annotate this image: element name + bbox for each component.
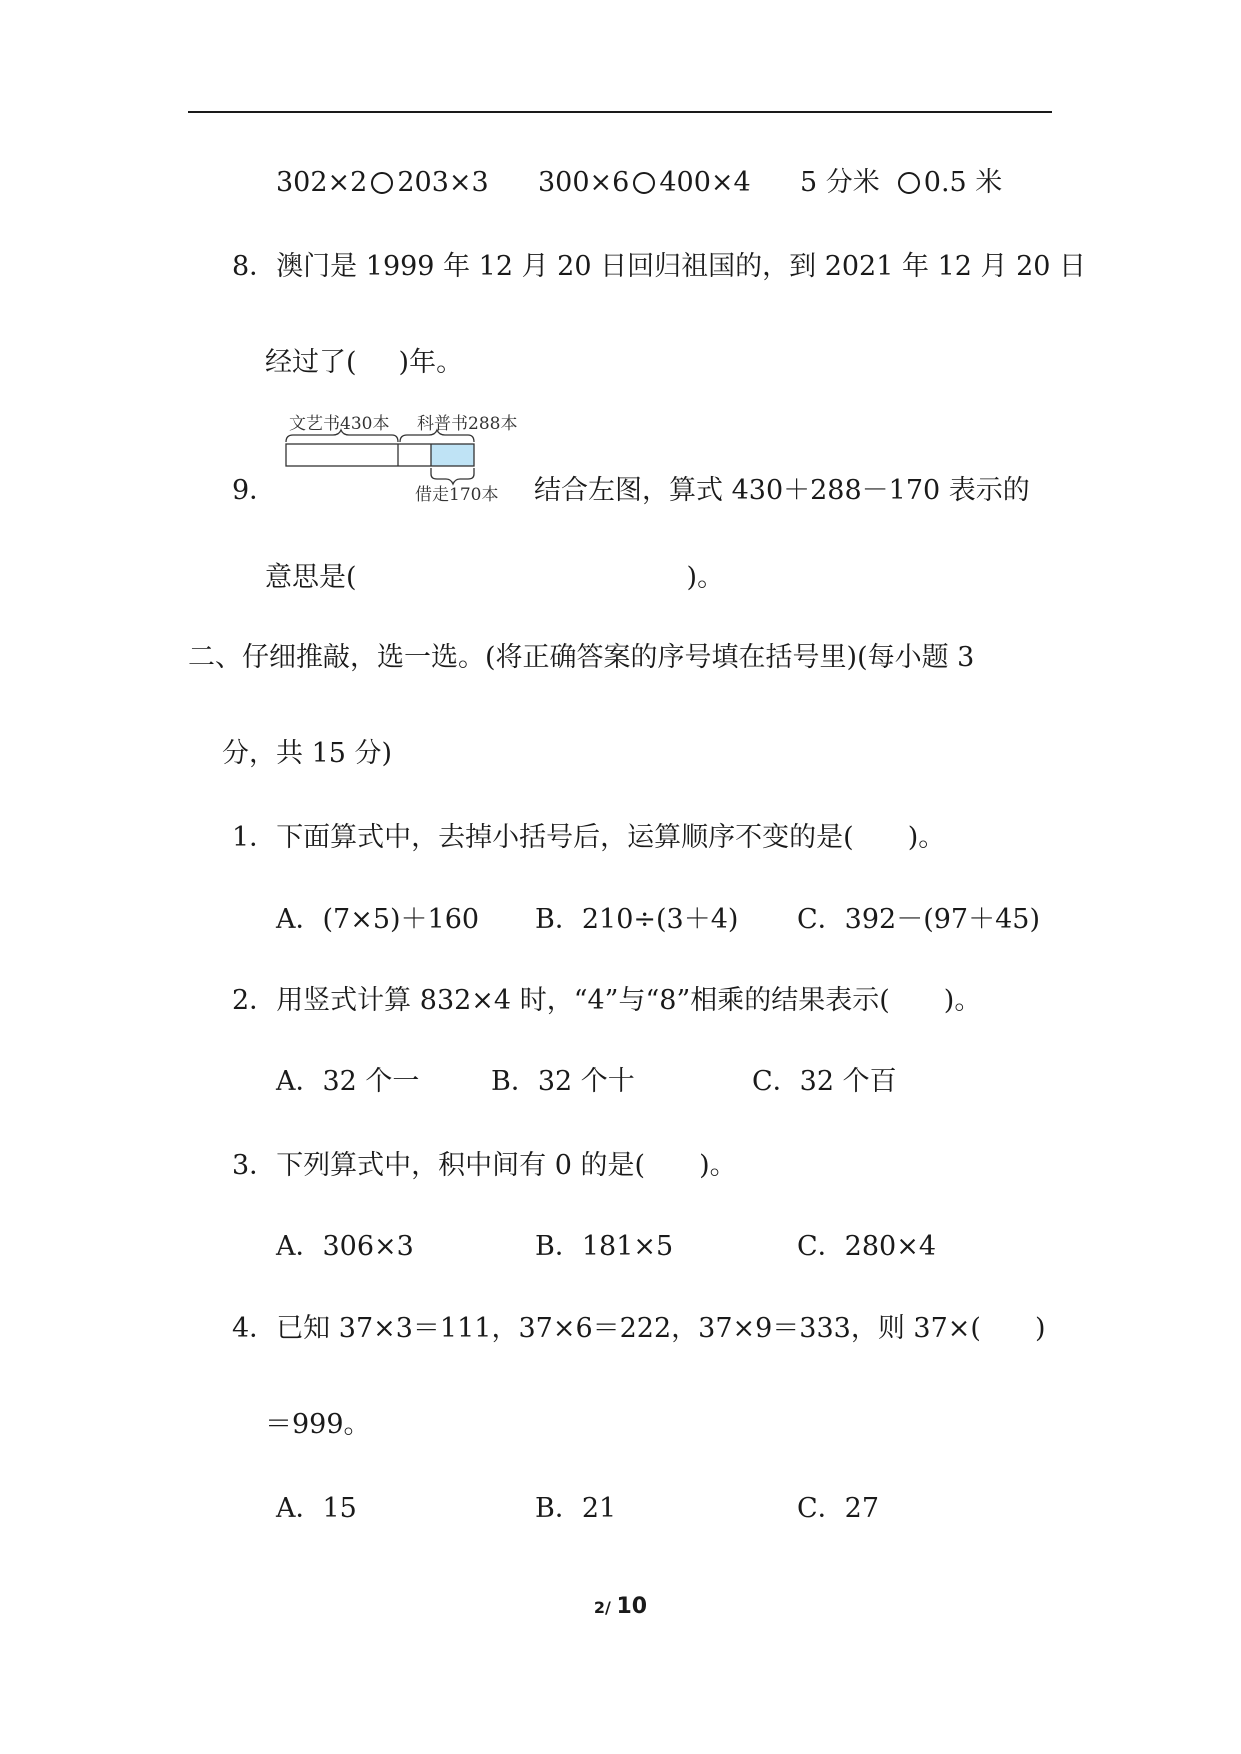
mc-q2-option-c[interactable]: C．32 个百 — [752, 1066, 897, 1097]
mc-q4-stem-cont: ＝999。 — [265, 1409, 371, 1440]
compare-c-circle[interactable] — [898, 172, 920, 194]
brace-borrowed — [431, 468, 474, 484]
page-number — [0, 1594, 1241, 1619]
mc-q1-number: 1． — [232, 822, 277, 853]
q8-text-after: )年。 — [398, 347, 464, 378]
q9-text-before: 意思是( — [265, 562, 357, 593]
q9-line2 — [265, 561, 724, 595]
compare-c-left: 5 分米 — [800, 167, 880, 198]
label-borrowed: 借走170本 — [415, 485, 499, 503]
mc-q2-number: 2． — [232, 985, 277, 1016]
mc-q4-option-a[interactable]: A．15 — [276, 1493, 357, 1524]
q8-line1 — [232, 250, 1086, 284]
mc-q3-option-b[interactable]: B．181×5 — [535, 1231, 674, 1262]
mc-q3-text: 下列算式中，积中间有 0 的是( )。 — [276, 1150, 737, 1181]
compare-b — [538, 166, 751, 200]
compare-b-right: 400×4 — [659, 167, 751, 198]
page-total: 10 — [616, 1594, 648, 1619]
q8-number: 8． — [232, 251, 277, 282]
mc-q4-number: 4． — [232, 1313, 277, 1344]
compare-a — [276, 166, 489, 200]
q8-text: 澳门是 1999 年 12 月 20 日回归祖国的，到 2021 年 12 月 20 日 — [276, 251, 1087, 282]
compare-a-circle[interactable] — [371, 172, 393, 194]
borrowed-segment — [431, 444, 474, 466]
mc-q3-option-a[interactable]: A．306×3 — [276, 1231, 414, 1262]
q9-text: 结合左图，算式 430＋288－170 表示的 — [534, 475, 1030, 506]
bar-diagram — [283, 408, 543, 503]
compare-a-right: 203×3 — [397, 167, 489, 198]
compare-b-left: 300×6 — [538, 167, 630, 198]
mc-q4-option-b[interactable]: B．21 — [535, 1493, 617, 1524]
section2-heading-cont: 分，共 15 分) — [222, 738, 393, 769]
mc-q2-text: 用竖式计算 832×4 时，“4”与“8”相乘的结果表示( )。 — [276, 985, 982, 1016]
label-literature: 文艺书430本 — [289, 414, 390, 434]
mc-q2-stem — [232, 984, 981, 1018]
header-rule — [188, 111, 1052, 113]
mc-q1-stem — [232, 821, 945, 855]
compare-c-right: 0.5 米 — [923, 167, 1003, 198]
mc-q4-stem — [232, 1312, 1045, 1346]
page-current: 2/ — [593, 1598, 611, 1617]
label-science: 科普书288本 — [417, 414, 518, 434]
mc-q1-option-c[interactable]: C．392－(97＋45) — [797, 904, 1040, 935]
q9-number: 9． — [232, 475, 277, 506]
q8-text-before: 经过了( — [265, 347, 357, 378]
section2-heading: 二、仔细推敲，选一选。(将正确答案的序号填在括号里)(每小题 3 — [188, 642, 975, 673]
mc-q2-option-a[interactable]: A．32 个一 — [276, 1066, 420, 1097]
mc-q3-stem — [232, 1149, 737, 1183]
q9-text-after: )。 — [686, 562, 725, 593]
mc-q3-option-c[interactable]: C．280×4 — [797, 1231, 936, 1262]
mc-q1-text: 下面算式中，去掉小括号后，运算顺序不变的是( )。 — [276, 822, 946, 853]
q8-line2 — [265, 346, 463, 380]
mc-q4-option-c[interactable]: C．27 — [797, 1493, 880, 1524]
compare-b-circle[interactable] — [633, 172, 655, 194]
mc-q1-option-a[interactable]: A．(7×5)＋160 — [276, 904, 480, 935]
compare-c — [800, 166, 1002, 200]
mc-q2-option-b[interactable]: B．32 个十 — [491, 1066, 635, 1097]
compare-a-left: 302×2 — [276, 167, 368, 198]
mc-q1-option-b[interactable]: B．210÷(3＋4) — [535, 904, 739, 935]
mc-q3-number: 3． — [232, 1150, 277, 1181]
mc-q4-text: 已知 37×3＝111，37×6＝222，37×9＝333，则 37×( ) — [276, 1313, 1046, 1344]
